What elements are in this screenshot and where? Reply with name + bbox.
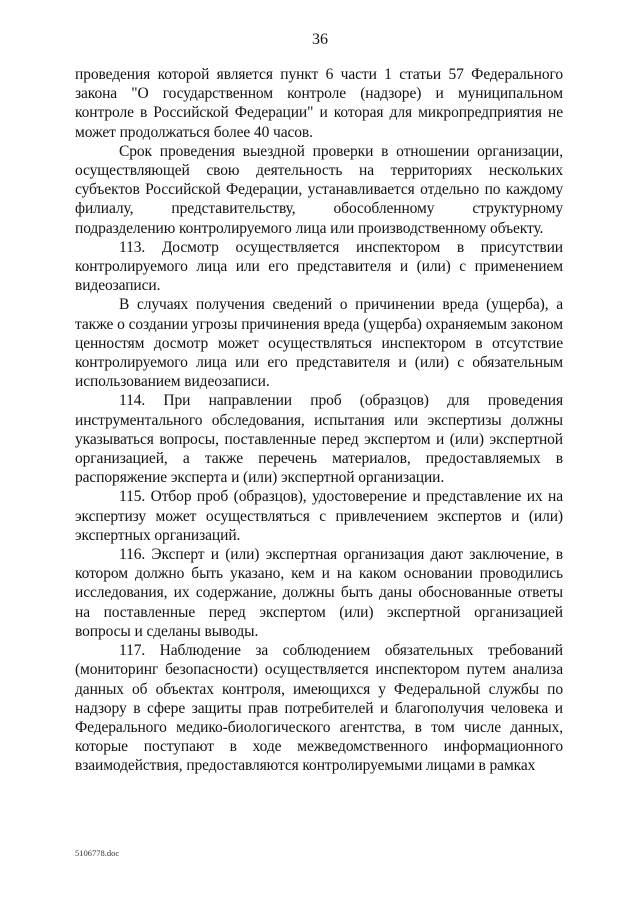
document-body: [75, 65, 563, 776]
paragraph-site-inspection-term: Срок проведения выездной проверки в отношении организации, осуществляющей свою деятельность на территориях нескольких субъектов Российской Федерации, устанавливается отдельно по каждому филиалу, представительству, обособленному структурному подразделению контролируемого лица или производственному объекту.: [75, 142, 563, 237]
paragraph-continuation: проведения которой является пункт 6 части 1 статьи 57 Федерального закона "О государственном контроле (надзоре) и муниципальном контроле в Российской Федерации" и которая для микропредприятия не может продолжаться более 40 часов.: [75, 66, 563, 141]
paragraph-117: 117. Наблюдение за соблюдением обязательных требований (мониторинг безопасности) осуществляется инспектором путем анализа данных об объектах контроля, имеющихся у Федеральной службы по надзору в сфере защиты прав потребителей и благополучия человека и Федерального медико-биологического агентства, в том числе данных, которые поступают в ходе межведомственного информационного взаимодействия, предоставляются контролируемыми лицами в рамках: [75, 642, 563, 775]
paragraph-116: 116. Эксперт и (или) экспертная организация дают заключение, в котором должно быть указано, кем и на каком основании проводились исследования, их содержание, должны быть даны обоснованные ответы на поставленные перед экспертом (или) экспертной организацией вопросы и сделаны выводы.: [75, 546, 563, 640]
paragraph-113: 113. Досмотр осуществляется инспектором в присутствии контролируемого лица или его представителя и (или) с применением видеозаписи.: [75, 238, 563, 295]
paragraph-115: 115. Отбор проб (образцов), удостоверение и представление их на экспертизу может осуществляться с привлечением экспертов и (или) экспертных организаций.: [75, 488, 563, 544]
page-number: 36: [312, 31, 328, 48]
file-name-footer: 5106778.doc: [75, 848, 120, 858]
paragraph-114: 114. При направлении проб (образцов) для проведения инструментального обследования, испытания или экспертизы должны указываться вопросы, поставленные перед экспертом и (или) экспертной организацией, а также перечень материалов, предоставляемых в распоряжение эксперта и (или) экспертной организации.: [75, 392, 563, 487]
paragraph-113-inspection-without-presence: В случаях получения сведений о причинении вреда (ущерба), а также о создании угрозы причинения вреда (ущерба) охраняемым законом ценностям досмотр может осуществляться инспектором в отсутствие контролируемого лица или его представителя и (или) с обязательным использованием видеозаписи.: [75, 296, 563, 391]
